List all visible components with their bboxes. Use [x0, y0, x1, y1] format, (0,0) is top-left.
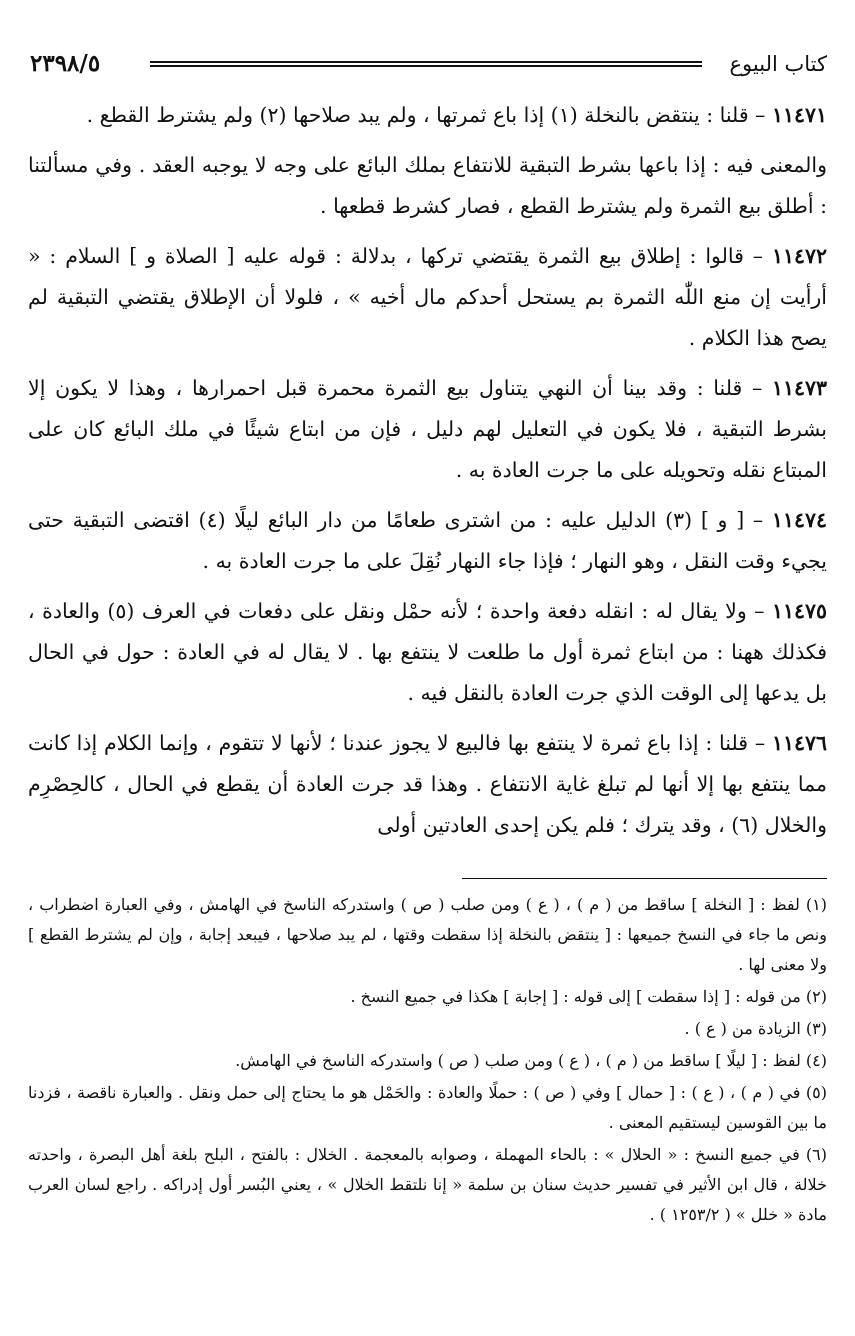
footnote: (٤) لفظ : [ ليلًا ] ساقط من ( م ) ، ( ع ) ومن صلب ( ص ) واستدركه الناسخ في الهامش.	[235, 1051, 827, 1070]
paragraph-text: – قالوا : إطلاق بيع الثمرة يقتضي تركها ، بدلالة : قوله عليه [ الصلاة و ] السلام : « أرأيت إن منع اللّٰه الثمرة بم يستحل أحدكم مال أخيه » ، فلولا أن الإطلاق يقتضي التبقية لم يصح هذا الكلام .	[28, 244, 827, 350]
header-rule	[150, 61, 702, 67]
paragraph-text: – قلنا : ينتقض بالنخلة (١) إذا باع ثمرتها ، ولم يبد صلاحها (٢) ولم يشترط القطع .	[86, 103, 772, 127]
paragraph-text: – قلنا : وقد بينا أن النهي يتناول بيع الثمرة محمرة قبل احمرارها ، وهذا لا يكون إلا بشرط التبقية ، فلا يكون في التعليل لهم دليل ، فإن من ابتاع شيئًا في ملك البائع كان على المبتاع نقله وتحويله على ما جرت العادة به .	[28, 376, 827, 482]
paragraph	[28, 368, 827, 500]
paragraph	[28, 236, 827, 368]
paragraph	[28, 95, 827, 145]
issue-number: ١١٤٧٥	[771, 599, 827, 623]
footnote: (٣) الزيادة من ( ع ) .	[684, 1019, 827, 1038]
footnote: (١) لفظ : [ النخلة ] ساقط من ( م ) ، ( ع ) ومن صلب ( ص ) واستدركه الناسخ في الهامش ، وفي العبارة اضطراب ، ونص ما جاء في النسخ جميعها : [ ينتقض بالنخلة إذا سقطت وقتها ، لم يبد صلاحها ، فيبعد إجابة ، وإن لم يشترط القطع ] ولا معنى لها .	[28, 895, 827, 974]
page-number: ٢٣٩٨/٥	[30, 50, 101, 77]
paragraph	[28, 500, 827, 591]
page-header	[30, 44, 827, 84]
issue-number: ١١٤٧٤	[771, 508, 827, 532]
footnote-separator	[462, 878, 827, 879]
footnote: (٦) في جميع النسخ : « الحلال » : بالحاء المهملة ، وصوابه بالمعجمة . الخلال : بالفتح ، البلح بلغة أهل البصرة ، واحدته خلالة ، قال ابن الأثير في تفسير حديث سنان بن سلمة « إنا نلتقط الخلال » ، يعني البُسر أول إدراكه . راجع لسان العرب مادة « خلل » ( ١٢٥٣/٢ ) .	[28, 1145, 827, 1224]
paragraph-text: والمعنى فيه : إذا باعها بشرط التبقية للانتفاع بملك البائع على وجه لا يوجبه العقد . وفي مسألتنا : أطلق بيع الثمرة ولم يشترط القطع ، فصار كشرط قطعها .	[28, 153, 827, 218]
main-text	[28, 95, 827, 855]
issue-number: ١١٤٧١	[771, 103, 827, 127]
footnote: (٥) في ( م ) ، ( ع ) : [ حمال ] وفي ( ص ) : حملًا والعادة : والحَمْل هو ما يحتاج إلى حمل ونقل . والعبارة ناقصة ، فزدنا ما بين القوسين ليستقيم المعنى .	[28, 1083, 827, 1132]
issue-number: ١١٤٧٣	[771, 376, 827, 400]
paragraph	[28, 723, 827, 855]
paragraph	[28, 145, 827, 236]
book-title: كتاب البيوع	[729, 52, 827, 76]
paragraph-text: – ولا يقال له : انقله دفعة واحدة ؛ لأنه حمْل ونقل على دفعات في العرف (٥) والعادة ، فكذلك ههنا : من ابتاع ثمرة أول ما طلعت لا ينتفع بها . لا يقال له في العادة : حول في الحال بل يدعها إلى الوقت الذي جرت العادة بالنقل فيه .	[28, 599, 827, 705]
issue-number: ١١٤٧٦	[771, 731, 827, 755]
paragraph	[28, 591, 827, 723]
issue-number: ١١٤٧٢	[771, 244, 827, 268]
footnote: (٢) من قوله : [ إذا سقطت ] إلى قوله : [ إجابة ] هكذا في جميع النسخ .	[350, 987, 827, 1006]
footnotes	[28, 890, 827, 1230]
paragraph-text: – قلنا : إذا باع ثمرة لا ينتفع بها فالبيع لا يجوز عندنا ؛ لأنها لا تتقوم ، وإنما الكلام إذا كانت مما ينتفع بها إلا أنها لم تبلغ غاية الانتفاع . وهذا قد جرت العادة أن يقطع في الحال ، كالحِصْرِم والخلال (٦) ، وقد يترك ؛ فلم يكن إحدى العادتين أولى	[28, 731, 827, 837]
paragraph-text: – [ و ] (٣) الدليل عليه : من اشترى طعامًا من دار البائع ليلًا (٤) اقتضى التبقية حتى يجيء وقت النقل ، وهو النهار ؛ فإذا جاء النهار نُقِلَ على ما جرت العادة به .	[28, 508, 827, 573]
